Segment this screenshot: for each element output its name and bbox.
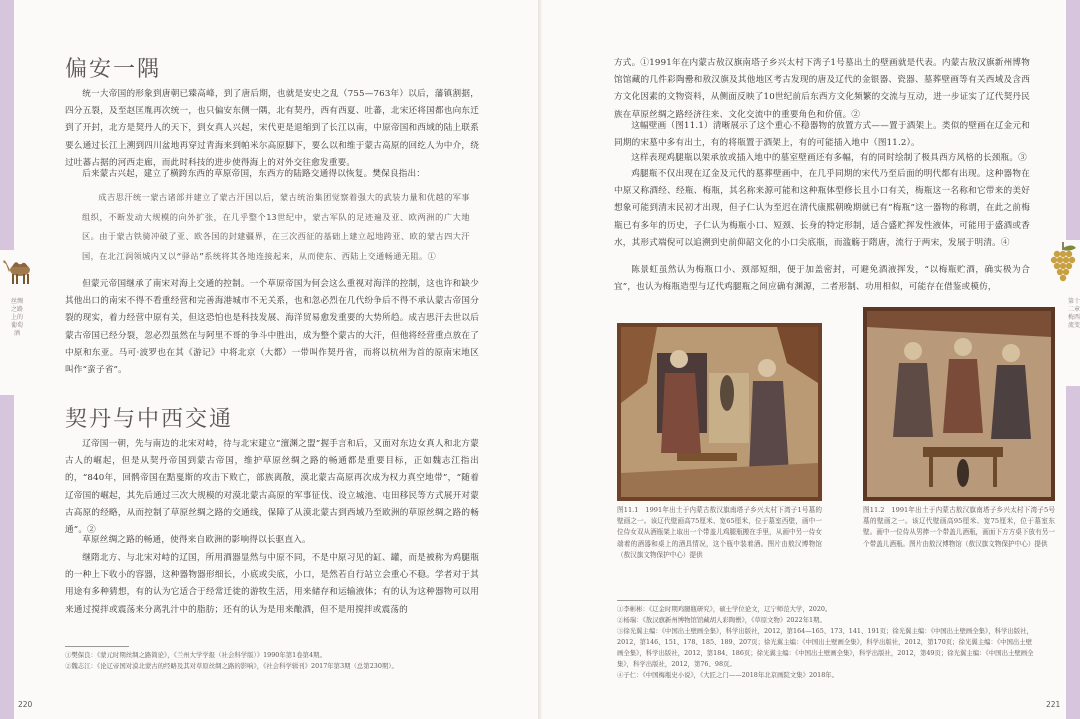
paragraph: 这样表现鸡腿瓶以架承放或插入地中的墓室壁画还有多幅，有的同时绘制了极具西方风格的长颈瓶。③ [631, 153, 1027, 163]
paragraph: 草原丝绸之路的畅通，使得来自欧洲的影响得以长驱直入。 [82, 535, 311, 545]
paragraph: 继隋北方、与北宋对峙的辽国，所用酒器显然与中原不同，不是中原习见的缸、罐，而是被称为鸡腿瓶的一种上下收小的容器，这种器物器形细长，小底或尖底，小口，是然若自行站立会重心不稳。学者对于其用途有多种猜想，有的认为它适合于经常迁徙的游牧生活，用来储存和运输液体；有的认为这种器物可以用来通过搅拌或震荡来分离乳汁中的脂肪；还有的认为是用来酿酒，但不是用搅拌或震荡的 [65, 553, 479, 615]
right-side-tab-top [1066, 0, 1080, 240]
right-page [540, 0, 1080, 719]
left-side-tab-bottom [0, 395, 14, 719]
mural-figure-1 [617, 323, 822, 501]
left-side-tab-top [0, 0, 14, 250]
camel-icon [0, 248, 36, 288]
paragraph: 但蒙元帝国继承了南宋对海上交通的控制。一个草原帝国为何会这么重视对海洋的控制，这也许和缺少其他出口的南宋不得不看重经营和完善海港城市不无关系，也和忽必烈在几代纷争后不得不承认蒙古帝国分裂的现实，着力经营中原有关，但这恐怕也是科技发展、海洋贸易愈发重要的大势所趋。成吉思汗去世以后蒙古帝国已经分裂，忽必烈虽然在与阿里不哥的争斗中胜出，成为整个蒙古的大汗，但他将经营重点放在了中原和东亚。马可·波罗也在其《游记》中将北京（大都）一带叫作契丹省，而将以杭州为首的原南宋地区叫作“蛮子省”。 [65, 279, 479, 376]
footnote: ④子仁：《中国梅瓶史小说》，《大匠之门——2018年北京画院文集》2018年。 [617, 671, 839, 679]
footnote: ③徐光翼主编：《中国出土壁画全集》，科学出版社，2012，第164—165、173、141、191页；徐光翼主编：《中国出土壁画全集》，科学出版社，2012，第146、151、178、185、189、207页；徐光翼主编：《中国出土壁画全集》，科学出版社，2012，第170页；徐光翼主编：《中国出土壁画全集》，科学出版社，2012，第184、186页；徐光翼主编：《中国出土壁画全集》，科学出版社，2012，第49页；徐光翼主编：《中国出土壁画全集》，科学出版社，2012，第76、98页。 [617, 627, 1034, 668]
footnote-rule [617, 600, 681, 601]
footnote: ②杨瑞：《敖汉旗新州博物馆馆藏胡人彩陶罍》，《草原文物》2022年1期。 [617, 616, 826, 624]
grapes-icon [1046, 240, 1080, 292]
section-heading-2: 契丹与中西交通 [65, 407, 234, 432]
figure-caption-1: 图11.1 1991年出土于内蒙古敖汉旗南塔子乡兴太村下湾子1号墓的壁画之一。该辽代壁画高75厘米、宽65厘米，位于墓室西壁，画中一位侍女双从酒瓶架上取出一个带盖儿鸡腿瓶搬在手里，从画中另一侍女端着的酒器和桌上的酒具情况，这个瓶中装着酒。图片由敖汉博物馆（敖汉旗文物保护中心）提供 [617, 506, 822, 559]
section-heading-1: 偏安一隅 [65, 57, 162, 82]
left-side-label: 丝绸之路上的葡萄酒 [11, 298, 24, 337]
paragraph: 这幅壁画（图11.1）清晰展示了这个重心不稳器物的放置方式——置于酒架上。类似的壁画在辽金元和同期的宋墓中多有出土，有的将瓶置于酒架上，有的可能插入地中（图11.2）。 [614, 121, 1030, 149]
paragraph: 统一大帝国的形象到唐朝已臻高峰，到了唐后期，也就是安史之乱（755—763年）以后，藩镇割据，四分五裂，及至赵匡胤再次统一，也只偏安东侧一隅，北有契丹，西有西夏、吐蕃，北宋还将国都也向东迁到了开封，北方是契丹人的天下，到女真人兴起，宋代更是退缩到了长江以南，中原帝国和西域的陆上联系要么通过长江上溯到四川盆地再穿过青海来到帕米尔高原脚下，要么以和维于蒙古高原的回纥人为中介，绕过吐蕃占据的河西走廊，而此时科技的进步使得海上的对外交往愈发重要。 [65, 89, 479, 168]
paragraph: 辽帝国一朝，先与南边的北宋对峙，待与北宋建立“澶渊之盟”握手言和后，又面对东边女真人和北方蒙古人的崛起，但是从契丹帝国到蒙古帝国，维护草原丝绸之路的畅通都是重要目标，正如魏志江指出的，“840年，回鹘帝国在黠戛斯的攻击下败亡，部族离散，漠北蒙古高原再次成为权力真空地带”，“随着辽帝国的崛起，其先后通过三次大规模的对漠北蒙古高原的军事征伐、设立城池、屯田移民等方式展开对蒙古高原的经略，从而控制了草原丝绸之路的交通线，保障了从漠北蒙古到西域乃至欧洲的草原丝绸之路的畅通”。② [65, 439, 479, 536]
footnote: ①李彬彬：《辽金时期鸡腿瓶研究》，硕士学位论文，辽宁师范大学，2020。 [617, 605, 832, 613]
footnote-rule [65, 646, 129, 647]
paragraph: 陈景虹虽然认为梅瓶口小、颈部短细，便于加盖密封，可避免酒液挥发，“以梅瓶贮酒，确实极为合宜”，也认为梅瓶造型与辽代鸡腿瓶之间应确有渊源，二者形制、功用相似，可能存在借鉴或模仿， [614, 265, 1030, 293]
figure-caption-2: 图11.2 1991年出土于内蒙古敖汉旗南塔子乡兴太村下湾子5号墓的壁画之一。该辽代壁画高95厘米、宽75厘米，位于墓室东壁。画中一位侍从男捧一个带盖儿酒瓶，画面下方方桌下放有另一个带盖儿酒瓶。图片由敖汉博物馆（敖汉旗文物保护中心）提供 [863, 506, 1055, 548]
page-number: 220 [18, 700, 33, 709]
footnote: ①樊保良：《蒙元时期丝绸之路简论》，《兰州大学学报（社会科学版）》1990年第1卷第4期。 [65, 651, 326, 659]
paragraph: 鸡腿瓶不仅出现在辽金及元代的墓葬壁画中，在几乎同期的宋代乃至后面的明代都有出现。这种器物在中原又称酒经、经瓶、梅瓶，其名称来源可能和这种瓶体型修长且小口有关，梅瓶这一名称和它带来的美好想象可能到清末民初才出现，但子仁认为至迟在清代康熙朝晚期就已有“梅瓶”这一器物的称谓，在此之前梅瓶已有多年的历史，子仁认为梅瓶小口、短颈、长身的特定形制，适合盛贮挥发性液体，可能用于盛酒或香水，其形式端倪可以追溯到史前仰韶文化的小口尖底瓶，而滥觞于隋唐，流行于两宋，发展于明清。④ [614, 169, 1030, 248]
right-side-tab-bottom [1066, 386, 1080, 719]
mural-figure-2 [863, 307, 1055, 501]
right-side-label: 第十二章 梅西流变 [1068, 298, 1080, 329]
book-gutter [538, 0, 542, 719]
page-number: 221 [1046, 700, 1061, 709]
paragraph: 后来蒙古兴起，建立了横跨东西的草原帝国，东西方的陆路交通得以恢复。樊保良指出： [82, 169, 426, 179]
block-quote: 成吉思汗统一蒙古诸部并建立了蒙古汗国以后，蒙古统治集团觉察着强大的武装力量和优越的军事组织，不断发动大规模的向外扩张，在几乎整个13世纪中，蒙古军队的足迹遍及亚、欧两洲的广大地区。由于蒙古铁骑冲破了亚、欧各国的封建疆界，在三次西征的基础上建立起地跨亚、欧的蒙古四大汗国，在北江润领城内又以“驿站”系统将其各地连接起来，从而使东、西陆上交通畅通无阻。① [82, 192, 470, 261]
footnote: ②魏志江：《论辽帝国对漠北蒙古的经略及其对草原丝绸之路的影响》，《社会科学辑刊》2017年第3期（总第230期）。 [65, 662, 398, 670]
paragraph: 方式。①1991年在内蒙古敖汉旗南塔子乡兴太村下湾子1号墓出土的壁画就是代表。内蒙古敖汉旗新州博物馆馆藏的几件彩陶罍和敖汉旗及其他地区考古发现的唐及辽代的金银器、瓷器、墓葬壁画等有关西域及含西方文化因素的文物资料，从侧面反映了10世纪前后东西方文化频繁的交流与互动，进一步证实了辽代契丹民族在草原丝绸之路经济往来、文化交流中的重要角色和价值。② [614, 58, 1030, 120]
